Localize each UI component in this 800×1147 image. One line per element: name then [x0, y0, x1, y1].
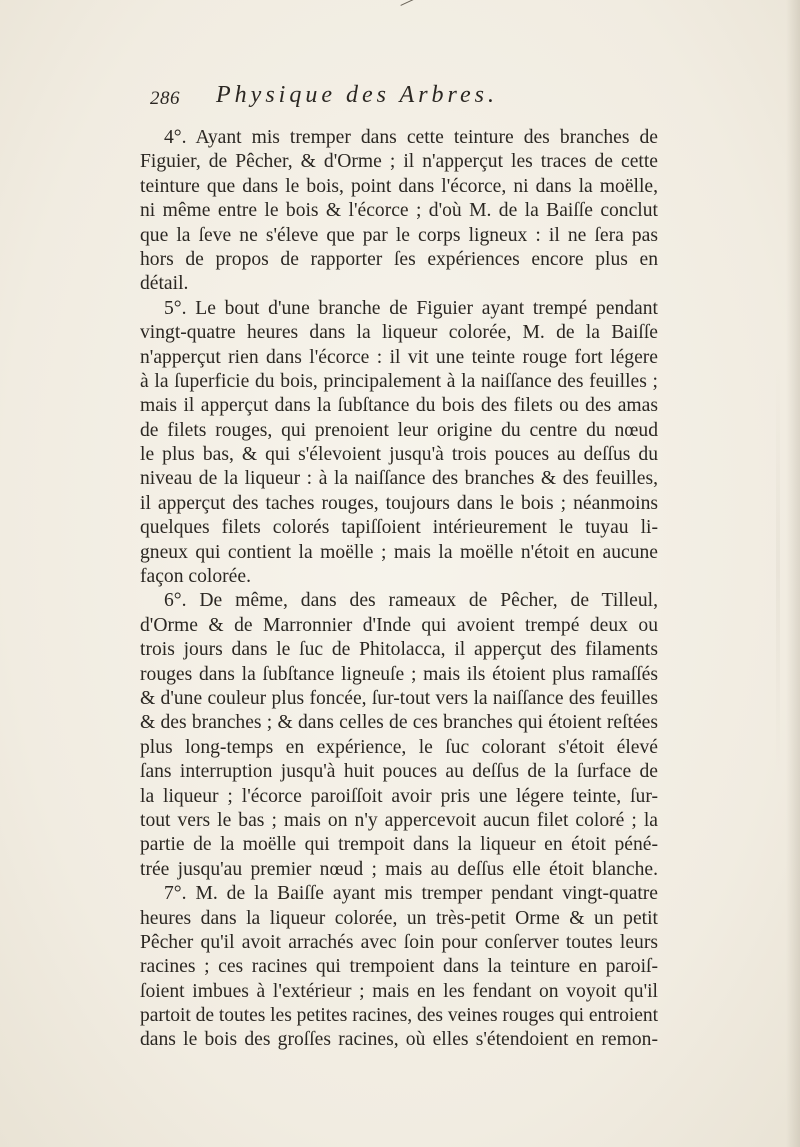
text-line: & d'une couleur plus foncée, ſur-tout vers la naiſſance des feuilles [140, 687, 658, 709]
text-line: à la ſuperficie du bois, principalement à la naiſſance des feuilles ; [140, 370, 658, 392]
text-line: mais il apperçut dans la ſubſtance du bois des filets ou des amas [140, 395, 658, 417]
text-line: 4°. Ayant mis tremper dans cette teinture des branches de [164, 127, 658, 148]
text-line: il apperçut des taches rouges, toujours dans le bois ; néanmoins [140, 492, 658, 514]
text-line: trois jours dans le ſuc de Phitolacca, il apperçut des filaments [140, 639, 658, 661]
text-line: 7°. M. de la Baiſſe ayant mis tremper pendant vingt-quatre [164, 883, 658, 905]
text-line: heures dans la liqueur colorée, un très-petit Orme & un petit [140, 907, 658, 929]
text-line: gneux qui contient la moëlle ; mais la moëlle n'étoit en aucune [140, 541, 658, 563]
text-line: racines ; ces racines qui trempoient dans la teinture en paroiſ- [140, 956, 658, 978]
text-line: vingt-quatre heures dans la liqueur colorée, M. de la Baiſſe [140, 322, 658, 344]
text-line: partoit de toutes les petites racines, des veines rouges qui entroient [140, 1005, 658, 1027]
text-line: & des branches ; & dans celles de ces branches qui étoient reſtées [140, 712, 658, 734]
text-line: trée jusqu'au premier nœud ; mais au deſſus elle étoit blanche. [140, 858, 658, 880]
text-line: plus long-temps en expérience, le ſuc colorant s'étoit élevé [140, 736, 658, 758]
stray-mark [400, 0, 413, 6]
text-line: ni même entre le bois & l'écorce ; d'où M. de la Baiſſe conclut [140, 200, 658, 222]
text-line: détail. [140, 273, 189, 295]
paper-shading [776, 360, 780, 780]
page-header [150, 82, 670, 116]
text-line: teinture que dans le bois, point dans l'écorce, ni dans la moëlle, [140, 175, 658, 197]
text-line: tout vers le bas ; mais on n'y appercevoit aucun filet coloré ; la [140, 809, 658, 831]
text-line: quelques filets colorés tapiſſoient intérieurement le tuyau li- [140, 517, 658, 539]
text-line: 6°. De même, dans des rameaux de Pêcher, de Tilleul, [164, 590, 658, 612]
text-line: partie de la moëlle qui trempoit dans la liqueur en étoit péné- [140, 834, 658, 856]
text-line: d'Orme & de Marronnier d'Inde qui avoient trempé deux ou [140, 614, 658, 636]
text-line: la liqueur ; l'écorce paroiſſoit avoir pris une légere teinte, ſur- [140, 785, 658, 807]
page-number: 286 [150, 88, 180, 109]
running-title: Physique des Arbres. [216, 82, 498, 108]
text-line: 5°. Le bout d'une branche de Figuier ayant trempé pendant [164, 297, 658, 319]
text-line: ſoient imbues à l'extérieur ; mais en les fendant on voyoit qu'il [140, 980, 658, 1002]
text-line: de filets rouges, qui prenoient leur origine du centre du nœud [140, 419, 658, 441]
page-edge-shadow [786, 0, 800, 1147]
text-line: dans le bois des groſſes racines, où elles s'étendoient en remon- [140, 1029, 658, 1051]
body-text [140, 126, 658, 1053]
text-line: le plus bas, & qui s'élevoient jusqu'à trois pouces au deſſus du [140, 444, 658, 466]
text-line: rouges dans la ſubſtance ligneuſe ; mais ils étoient plus ramaſſés [140, 663, 658, 685]
text-line: façon colorée. [140, 566, 251, 588]
text-line: niveau de la liqueur : à la naiſſance des branches & des feuilles, [140, 468, 658, 490]
text-line: que la ſeve ne s'éleve que par le corps ligneux : il ne ſera pas [140, 224, 658, 246]
text-line: hors de propos de rapporter ſes expériences encore plus en [140, 248, 658, 270]
text-line: Figuier, de Pêcher, & d'Orme ; il n'apperçut les traces de cette [140, 151, 658, 173]
text-line: ſans interruption jusqu'à huit pouces au deſſus de la ſurface de [140, 761, 658, 783]
text-line: n'apperçut rien dans l'écorce : il vit une teinte rouge fort légere [140, 346, 658, 368]
text-line: Pêcher qu'il avoit arrachés avec ſoin pour conſerver toutes leurs [140, 931, 658, 953]
